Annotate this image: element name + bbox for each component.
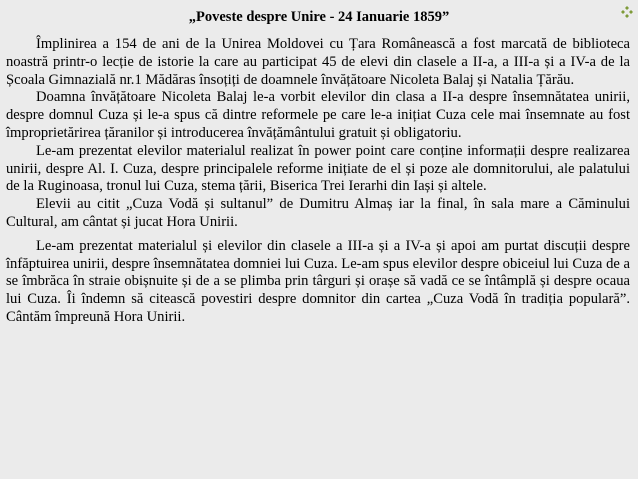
document-body <box>6 36 630 327</box>
diamond-cluster-icon <box>621 6 633 18</box>
paragraph-2: Doamna învățătoare Nicoleta Balaj le-a vorbit elevilor din clasa a II-a despre însemnătatea unirii, despre domnul Cuza și le-a spus că dintre reformele pe care le-a inițiat Cuza cele mai însemnate au fost împroprietărirea țăranilor și introducerea învățământului gratuit și obligatoriu. <box>6 89 630 141</box>
paragraph-3: Le-am prezentat elevilor materialul realizat în power point care conține informații despre realizarea unirii, despre Al. I. Cuza, despre principalele reforme inițiate de el și poze ale domnitorului, ale palatului de la Ruginoasa, tronul lui Cuza, stema țării, Biserica Trei Ierarhi din Iași și altele. <box>6 142 630 195</box>
paragraph-5: Le-am prezentat materialul și elevilor din clasele a III-a și a IV-a și apoi am purtat discuții despre înfăptuirea unirii, despre însemnătatea domniei lui Cuza. Le-am spus elevilor despre obiceiul lui Cuza de a se îmbrăca în straie obișnuite și de a se plimba prin târguri și orașe să vadă ce se întâmplă și despre ocaua lui Cuza. Îi îndemn să citească povestiri despre domnitor din cartea „Cuza Vodă în tradiția populară”. Cântăm împreună Hora Unirii. <box>6 237 630 325</box>
page-title: „Poveste despre Unire - 24 Ianuarie 1859” <box>188 9 450 25</box>
paragraph-1: Împlinirea a 154 de ani de la Unirea Moldovei cu Țara Românească a fost marcată de biblioteca noastră printr-o lecție de istorie la care au participat 45 de elevi din clasele a II-a, a III-a și a IV-a de la Școala Gimnazială nr.1 Mădăras însoțiți de doamnele învățătoare Nicoleta Balaj și Natalia Țărău. <box>6 36 630 88</box>
paragraph-4: Elevii au citit „Cuza Vodă și sultanul” de Dumitru Almaș iar la final, în sala mare a Căminului Cultural, am cântat și jucat Hora Unirii. <box>6 196 630 230</box>
